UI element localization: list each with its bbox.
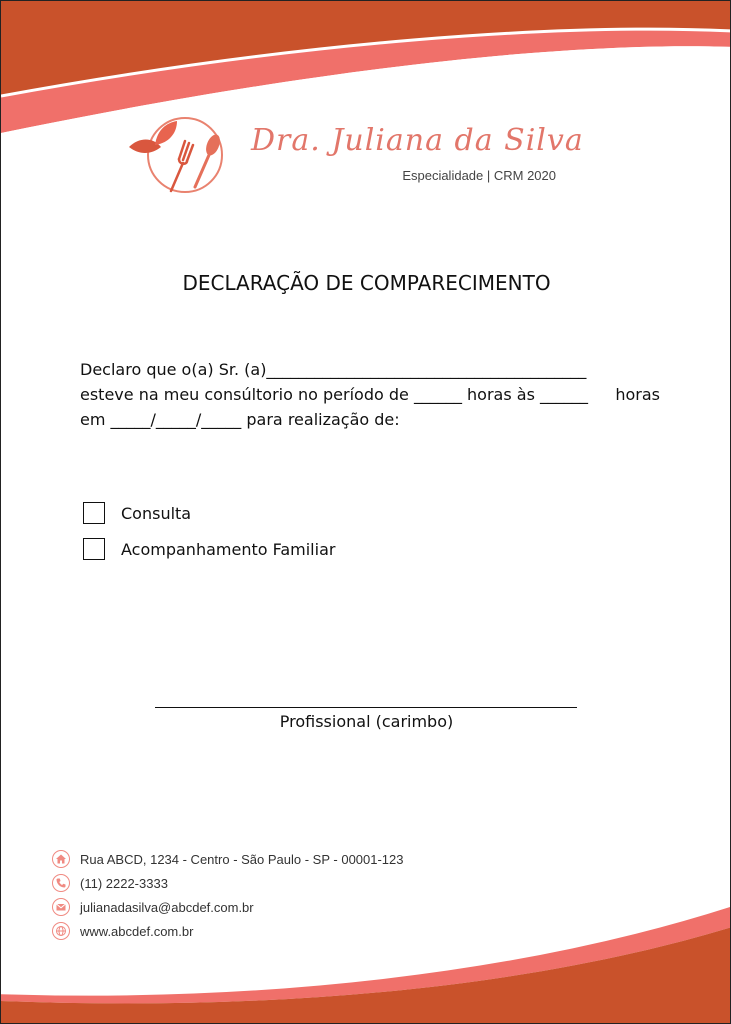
brand-name: Dra. Juliana da Silva (251, 123, 584, 158)
header-wave-decoration (1, 1, 731, 141)
declaration-line-3: em _____/_____/_____ para realização de: (80, 410, 400, 429)
acompanhamento-checkbox[interactable] (83, 538, 105, 560)
contact-address (52, 850, 404, 868)
document-title: DECLARAÇÃO DE COMPARECIMENTO (182, 271, 551, 295)
consulta-checkbox[interactable] (83, 502, 105, 524)
home-icon (52, 850, 70, 868)
signature-label: Profissional (carimbo) (279, 712, 454, 731)
declaration-line-1: Declaro que o(a) Sr. (a)________________________________________ (80, 360, 587, 379)
option-consulta[interactable] (83, 502, 191, 524)
contact-website-text[interactable]: www.abcdef.com.br (80, 923, 194, 939)
declaration-text (80, 357, 660, 432)
option-label: Acompanhamento Familiar (121, 539, 336, 559)
brand-logo-icon (127, 111, 233, 197)
brand-subtitle: Especialidade | CRM 2020 (402, 168, 556, 183)
declaration-line-2-end: horas (615, 385, 660, 404)
contact-phone-text: (11) 2222-3333 (80, 875, 168, 891)
footer-wave-decoration (1, 883, 731, 1023)
contact-address-text: Rua ABCD, 1234 - Centro - São Paulo - SP - 00001-123 (80, 851, 404, 867)
option-acompanhamento-familiar[interactable] (83, 538, 335, 560)
declaration-line-2 (80, 382, 660, 407)
option-label: Consulta (121, 503, 192, 523)
signature-line (155, 707, 577, 708)
contact-email-text[interactable]: julianadasilva@abcdef.com.br (80, 899, 254, 915)
declaration-line-2-start: esteve na meu consúltorio no período de ______ horas às ______ (80, 385, 588, 404)
